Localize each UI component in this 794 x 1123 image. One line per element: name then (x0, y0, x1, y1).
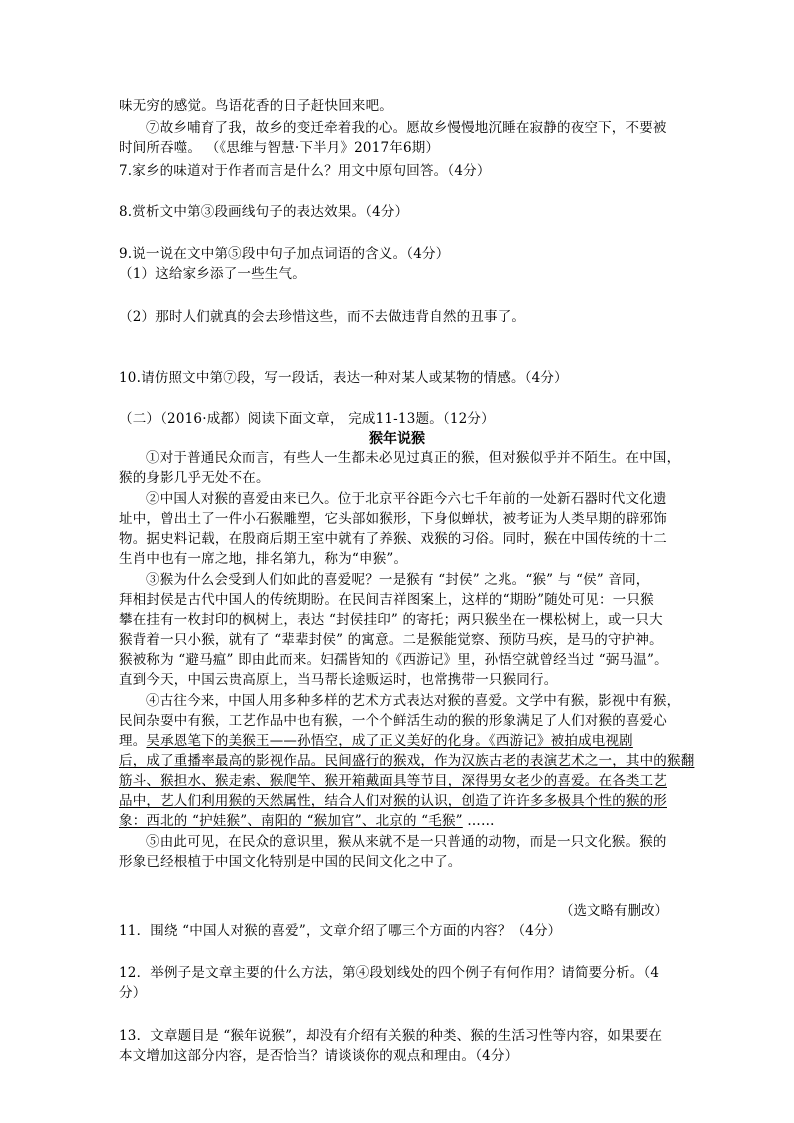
article-line: ①对于普通民众而言，有些人一生都未必见过真正的猴，但对猴似乎并不陌生。在中国， (146, 450, 681, 466)
section-2-header: （二）（2016·成都）阅读下面文章， 完成11-13题。（12分） (119, 411, 495, 427)
article-line: 猴背着一只小猴，就有了 “辈辈封侯” 的寓意。二是猴能觉察、预防马疾，是马的守护神。 (119, 632, 663, 648)
article-line: ②中国人对猴的喜爱由来已久。位于北京平谷距今六七千年前的一处新石器时代文化遗 (146, 491, 667, 507)
question-11: 11．围绕 “中国人对猴的喜爱”，文章介绍了哪三个方面的内容？（4分） (119, 923, 562, 939)
article-line: 直到今天，中国云贵高原上，当马帮长途贩运时，也常携带一只猴同行。 (119, 672, 558, 688)
underlined-example: 象：西北的 “护娃猴”、南阳的 “猴加官”、北京的 “毛猴” (119, 813, 463, 829)
ellipsis: …… (462, 813, 495, 829)
article-line: 形象已经根植于中国文化特别是中国的民间文化之中了。 (119, 854, 462, 870)
article-line: 拜相封侯是古代中国人的传统期盼。在民间吉祥图案上，这样的“期盼”随处可见：一只猴 (119, 592, 654, 608)
article-line: 猴的身影几乎无处不在。 (119, 470, 270, 486)
edit-note: （选文略有删改） (560, 903, 668, 919)
question-13-cont: 本文增加这部分内容，是否恰当？请谈谈你的观点和理由。（4分） (119, 1048, 519, 1064)
underlined-example-line: 筋斗、猴担水、猴走索、猴爬竿、猴开箱戴面具等节目，深得男女老少的喜爱。在各类工艺 (119, 773, 667, 789)
article-line: 攀在挂有一枚封印的枫树上，表达 “封侯挂印” 的寄托；两只猴坐在一棵松树上，或一只大 (119, 612, 663, 628)
underlined-text: 成了重播率最高的影视作品。民间盛行的猴戏，作为汉族古老的表演艺术之一，其中的猴翻 (146, 753, 695, 769)
article-line: ⑤由此可见，在民众的意识里，猴从来就不是一只普通的动物，而是一只文化猴。猴的 (146, 834, 667, 850)
underlined-example-line (119, 752, 694, 770)
question-9-sub-2: （2）那时人们就真的会去珍惜这些，而不去做违背自然的丑事了。 (119, 309, 526, 325)
question-7: 7.家乡的味道对于作者而言是什么？用文中原句回答。（4分） (119, 163, 491, 179)
article-text: 理。 (119, 733, 147, 749)
article-line (119, 732, 633, 750)
article-line: ④古往今来，中国人用多种多样的艺术方式表达对猴的喜爱。文学中有猴，影视中有猴， (146, 693, 681, 709)
underlined-example: 吴承恩笔下的美猴王——孙悟空，成了正义美好的化身。《西游记》被拍成电视剧 (146, 733, 633, 749)
underlined-text: 后， (119, 753, 147, 769)
passage-paragraph-7: ⑦故乡哺育了我，故乡的变迁牵着我的心。愿故乡慢慢地沉睡在寂静的夜空下，不要被 (146, 120, 667, 136)
question-12-cont: 分） (119, 985, 147, 1001)
article-line: ③猴为什么会受到人们如此的喜爱呢？一是猴有 “封侯” 之兆。“猴” 与 “侯” 音同， (146, 572, 650, 588)
question-9: 9.说一说在文中第⑤段中句子加点词语的含义。（4分） (119, 246, 450, 262)
article-line: 物。据史料记载，在殷商后期王室中就有了养猴、戏猴的习俗。同时，猴在中国传统的十二 (119, 531, 667, 547)
article-line: 址中，曾出土了一件小石猴雕塑，它头部如猴形，下身似蝉状，被考证为人类早期的辟邪饰 (119, 511, 667, 527)
passage-line: 味无穷的感觉。鸟语花香的日子赶快回来吧。 (119, 98, 393, 114)
question-9-sub-1: （1）这给家乡添了一些生气。 (119, 266, 306, 282)
underlined-example-line: 品中，艺人们利用猴的天然属性，结合人们对猴的认识，创造了许许多多极具个性的猴的形 (119, 793, 667, 809)
passage-source: 时间所吞噬。 （《思维与智慧·下半月》2017年6期） (119, 140, 440, 156)
article-title: 猴年说猴 (369, 431, 425, 447)
article-line: 猴被称为 “避马瘟” 即由此而来。妇孺皆知的《西游记》里，孙悟空就曾经当过 “弼马温”。 (119, 652, 668, 668)
question-10: 10.请仿照文中第⑦段，写一段话，表达一种对某人或某物的情感。（4分） (119, 370, 568, 386)
article-line: 民间杂耍中有猴，工艺作品中也有猴，一个个鲜活生动的猴的形象满足了人们对猴的喜爱心 (119, 713, 667, 729)
article-line (119, 812, 495, 830)
question-12: 12．举例子是文章主要的什么方法，第④段划线处的四个例子有何作用？请简要分析。（4 (119, 965, 660, 981)
question-13: 13．文章题目是 “猴年说猴”，却没有介绍有关猴的种类、猴的生活习性等内容，如果要在 (119, 1028, 663, 1044)
article-line: 生肖中也有一席之地，排名第九，称为“申猴”。 (119, 551, 408, 567)
question-8: 8.赏析文中第③段画线句子的表达效果。（4分） (119, 204, 409, 220)
